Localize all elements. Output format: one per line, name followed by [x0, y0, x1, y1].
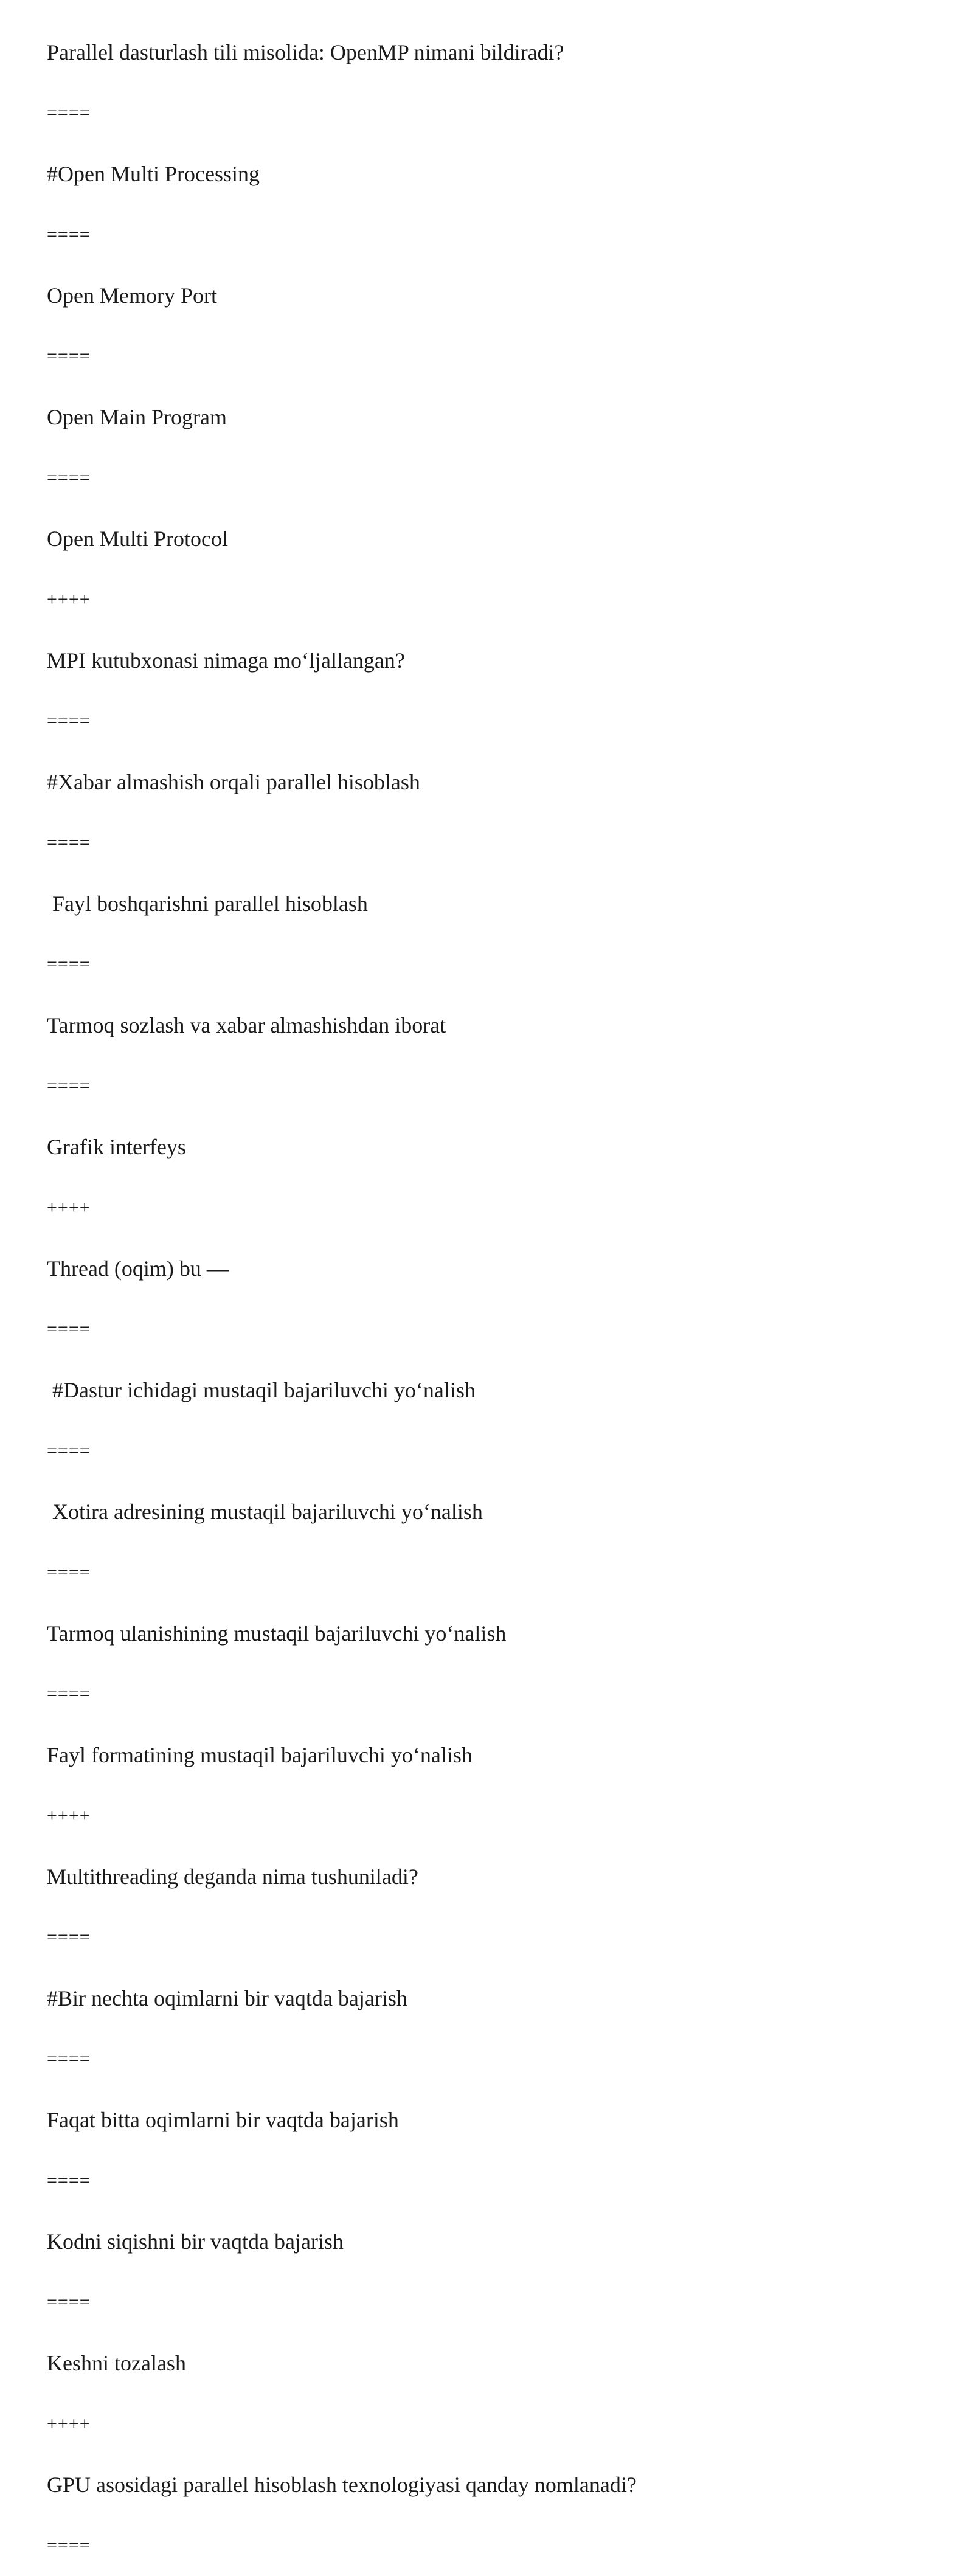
separator: ====	[47, 2291, 91, 2312]
separator: ====	[47, 103, 91, 123]
separator: ====	[47, 1562, 91, 1582]
answer-option: Open Memory Port	[47, 283, 217, 308]
answer-option-correct: #Bir nechta oqimlarni bir vaqtda bajarish	[47, 1986, 407, 2010]
answer-option: Keshni tozalash	[47, 2350, 186, 2375]
question-separator: ++++	[47, 2413, 91, 2434]
separator: ====	[47, 833, 91, 853]
answer-option-correct: #Open Multi Processing	[47, 162, 260, 187]
question-text: Parallel dasturlash tili misolida: OpenMP nimani bildiradi?	[47, 40, 564, 65]
separator: ====	[47, 2535, 91, 2555]
answer-option: Faqat bitta oqimlarni bir vaqtda bajarish	[47, 2107, 399, 2132]
answer-option: Fayl boshqarishni parallel hisoblash	[47, 892, 368, 916]
separator: ====	[47, 1440, 91, 1461]
answer-option: Grafik interfeys	[47, 1135, 186, 1159]
question-text: GPU asosidagi parallel hisoblash texnologiyasi qanday nomlanadi?	[47, 2472, 637, 2497]
separator: ====	[47, 2170, 91, 2190]
separator: ====	[47, 468, 91, 488]
answer-option: Tarmoq sozlash va xabar almashishdan iborat	[47, 1013, 446, 1038]
separator: ====	[47, 711, 91, 732]
document-page	[47, 41, 947, 2576]
question-separator: ++++	[47, 1805, 91, 1826]
separator: ====	[47, 346, 91, 367]
separator: ====	[47, 1683, 91, 1704]
question-text: Thread (oqim) bu —	[47, 1256, 229, 1281]
answer-option-correct: #Dastur ichidagi mustaqil bajariluvchi yo‘nalish	[47, 1377, 476, 1402]
answer-option: Open Main Program	[47, 405, 227, 430]
separator: ====	[47, 2048, 91, 2069]
question-text: MPI kutubxonasi nimaga mo‘ljallangan?	[47, 648, 405, 673]
separator: ====	[47, 224, 91, 245]
separator: ====	[47, 954, 91, 975]
question-text: Multithreading deganda nima tushuniladi?	[47, 1864, 418, 1889]
question-separator: ++++	[47, 1197, 91, 1217]
separator: ====	[47, 1076, 91, 1096]
answer-option: Tarmoq ulanishining mustaqil bajariluvchi yo‘nalish	[47, 1621, 507, 1646]
separator: ====	[47, 1318, 91, 1339]
question-separator: ++++	[47, 589, 91, 610]
separator: ====	[47, 1927, 91, 1947]
answer-option: Kodni siqishni bir vaqtda bajarish	[47, 2229, 344, 2254]
answer-option-correct: #Xabar almashish orqali parallel hisoblash	[47, 770, 420, 795]
answer-option: Fayl formatining mustaqil bajariluvchi yo‘nalish	[47, 1742, 473, 1767]
answer-option: Xotira adresining mustaqil bajariluvchi yo‘nalish	[47, 1499, 483, 1524]
answer-option: Open Multi Protocol	[47, 527, 228, 552]
